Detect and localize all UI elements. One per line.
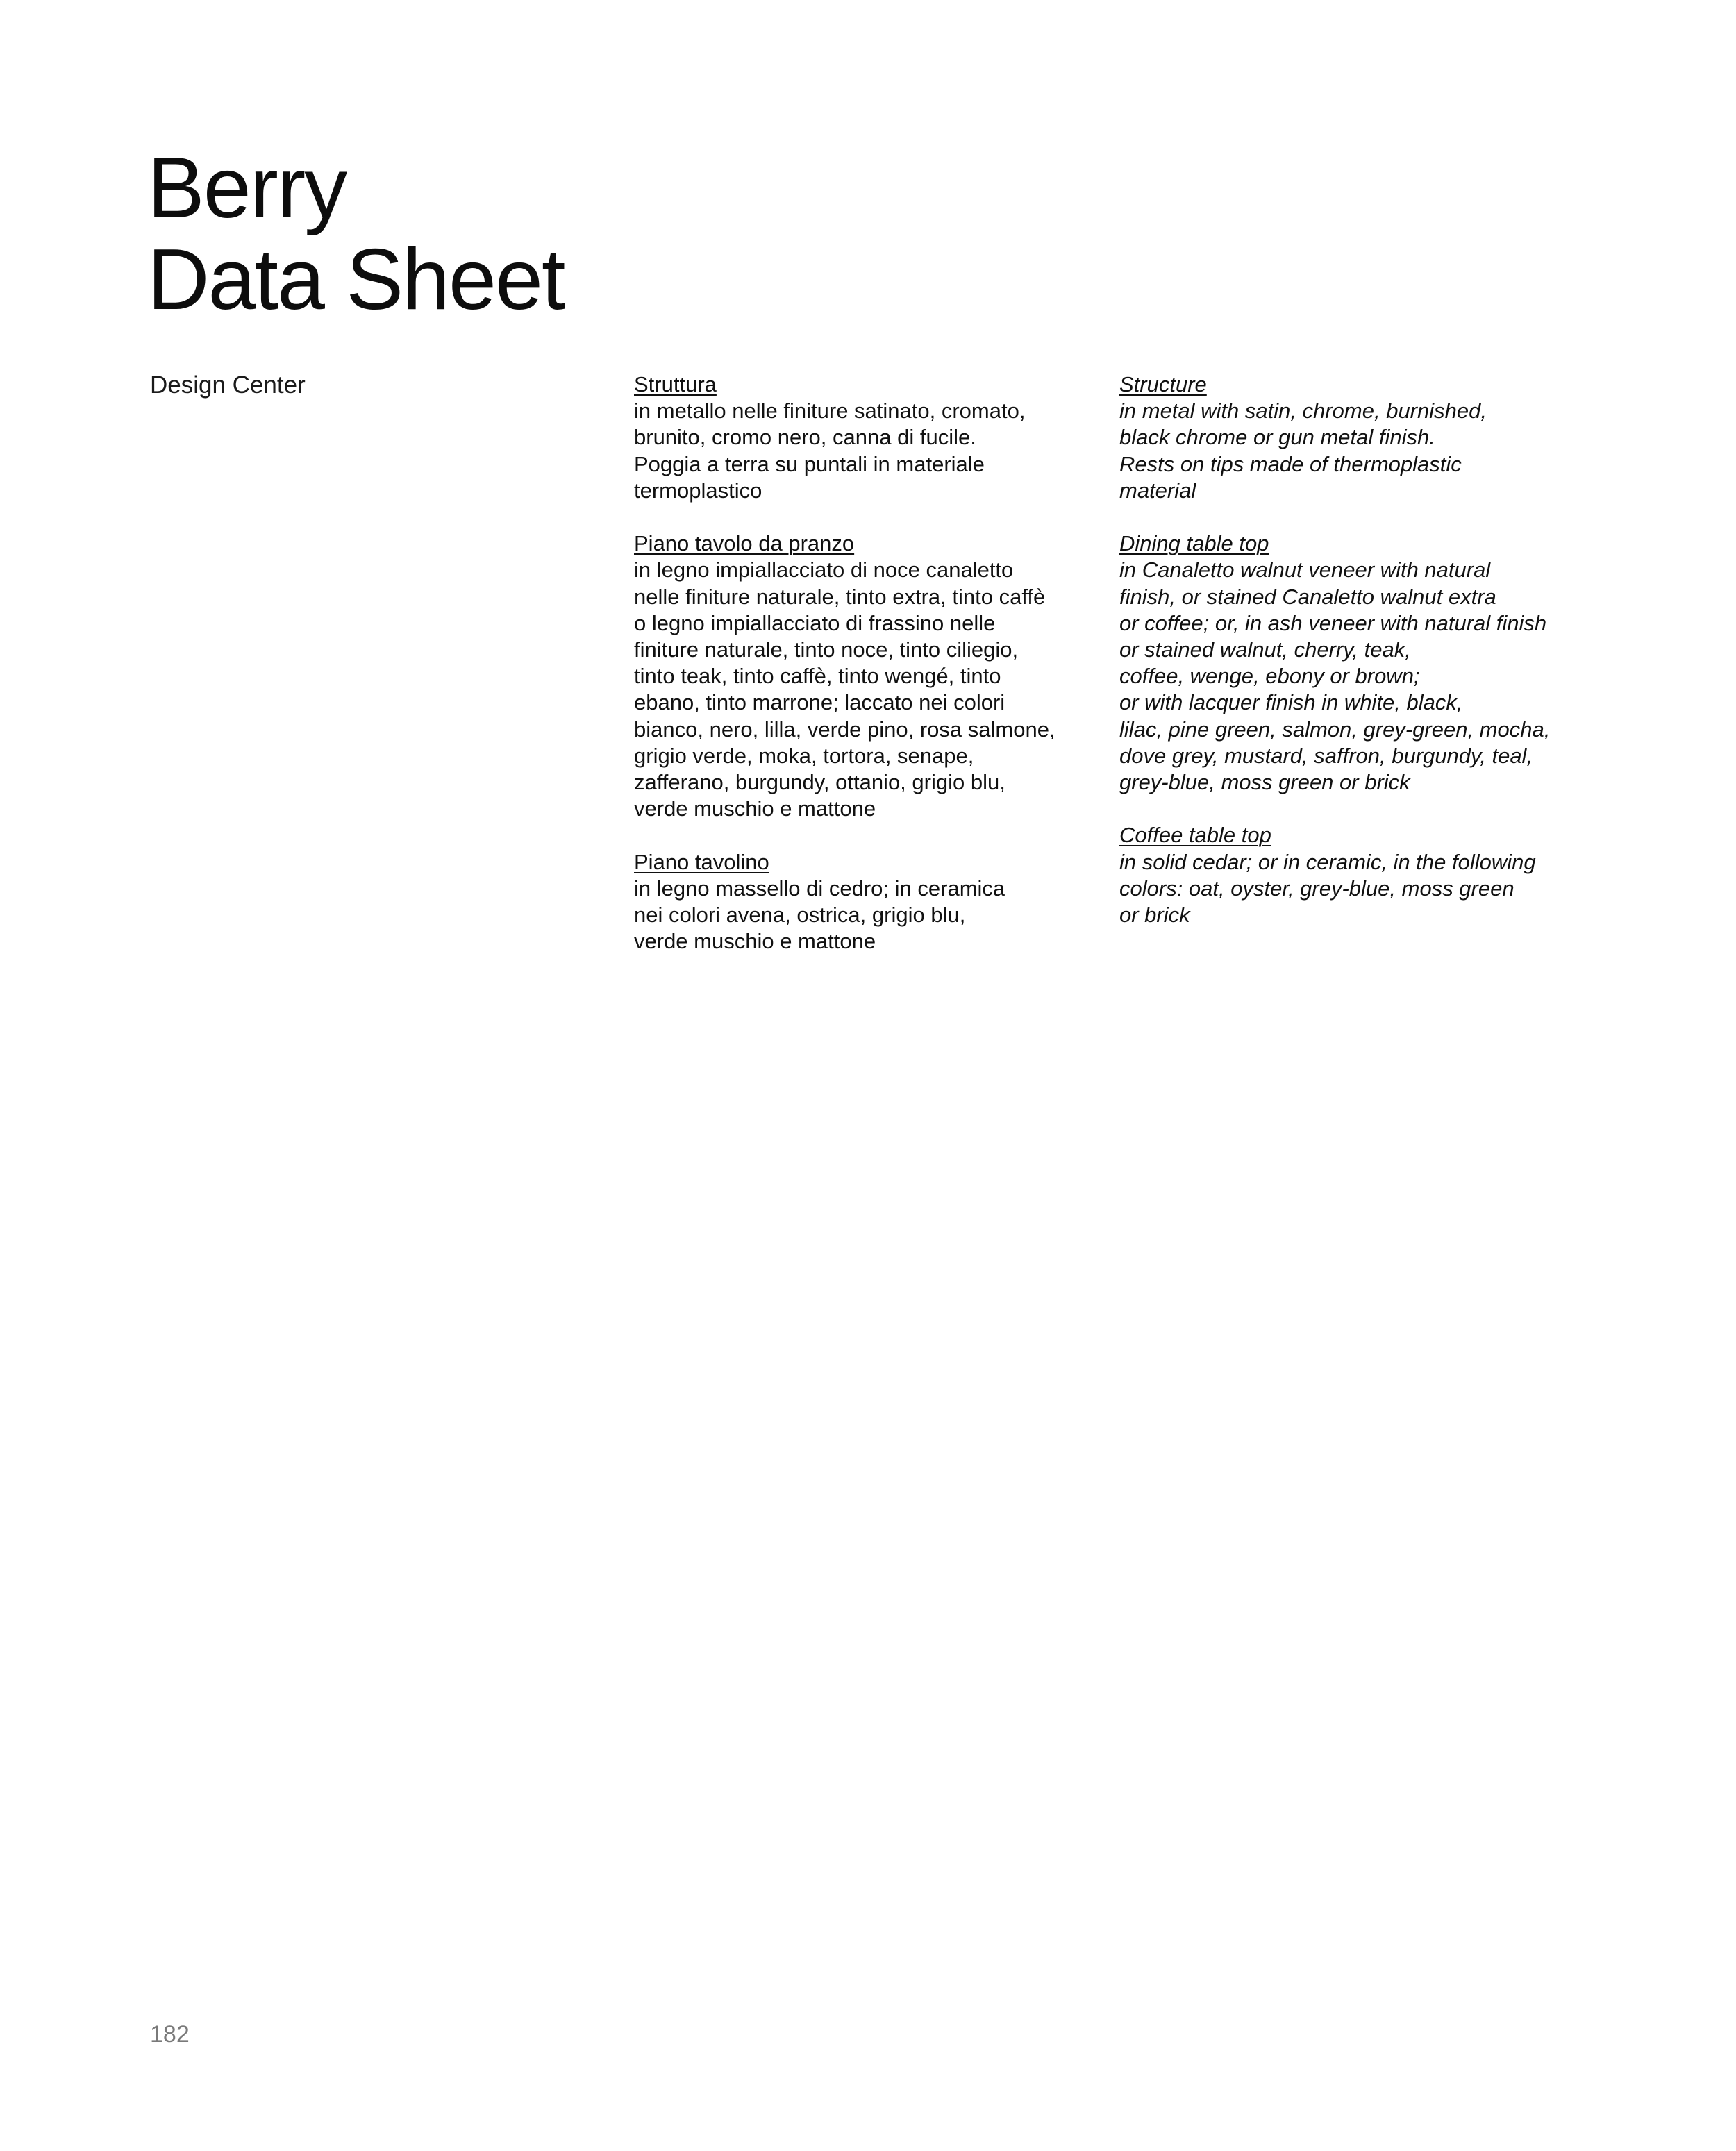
spec-block-structure-it (634, 371, 1106, 504)
spec-line: finiture naturale, tinto noce, tinto ciliegio, (634, 637, 1019, 662)
spec-line: colors: oat, oyster, grey-blue, moss green (1119, 876, 1514, 901)
spec-line: o legno impiallacciato di frassino nelle (634, 610, 996, 635)
spec-block-dining-top-en (1119, 530, 1592, 796)
spec-heading: Dining table top (1119, 531, 1269, 556)
spec-heading: Struttura (634, 372, 717, 396)
spec-line: ebano, tinto marrone; laccato nei colori (634, 690, 1005, 715)
spec-line: finish, or stained Canaletto walnut extra (1119, 584, 1496, 609)
spec-block-structure-en (1119, 371, 1592, 504)
spec-line: nei colori avena, ostrica, grigio blu, (634, 903, 966, 928)
spec-line: zafferano, burgundy, ottanio, grigio blu, (634, 770, 1005, 795)
section-label: Design Center (150, 371, 306, 399)
spec-line: brunito, cromo nero, canna di fucile. (634, 425, 976, 450)
spec-heading: Coffee table top (1119, 823, 1271, 848)
spec-line: or coffee; or, in ash veneer with natural finish (1119, 610, 1547, 635)
spec-line: coffee, wenge, ebony or brown; (1119, 664, 1420, 689)
spec-line: grey-blue, moss green or brick (1119, 770, 1410, 795)
spec-line: Poggia a terra su puntali in materiale (634, 451, 985, 476)
spec-line: in metallo nelle finiture satinato, cromato, (634, 399, 1026, 424)
spec-line: grigio verde, moka, tortora, senape, (634, 743, 974, 768)
spec-block-coffee-top-it (634, 849, 1106, 955)
spec-line: in solid cedar; or in ceramic, in the following (1119, 849, 1536, 874)
spec-line: in metal with satin, chrome, burnished, (1119, 399, 1487, 424)
spec-line: or with lacquer finish in white, black, (1119, 690, 1463, 715)
title-line-product: Berry (147, 140, 347, 236)
spec-heading: Piano tavolino (634, 849, 769, 874)
spec-line: in legno massello di cedro; in ceramica (634, 876, 1005, 901)
page-title (147, 142, 564, 326)
english-column (1119, 371, 1592, 955)
spec-line: nelle finiture naturale, tinto extra, tinto caffè (634, 584, 1046, 609)
spec-line: in legno impiallacciato di noce canaletto (634, 558, 1014, 583)
spec-heading: Structure (1119, 372, 1207, 396)
spec-line: verde muschio e mattone (634, 929, 876, 954)
spec-line: bianco, nero, lilla, verde pino, rosa salmone, (634, 717, 1055, 742)
spec-heading: Piano tavolo da pranzo (634, 531, 855, 556)
page-number: 182 (150, 2021, 190, 2048)
spec-line: tinto teak, tinto caffè, tinto wengé, tinto (634, 664, 1001, 689)
title-line-subtitle: Data Sheet (147, 232, 565, 328)
spec-line: or stained walnut, cherry, teak, (1119, 637, 1411, 662)
italian-column (634, 371, 1106, 982)
spec-line: or brick (1119, 903, 1190, 928)
spec-line: Rests on tips made of thermoplastic (1119, 451, 1462, 476)
spec-line: termoplastico (634, 478, 762, 503)
spec-line: material (1119, 478, 1196, 503)
spec-line: verde muschio e mattone (634, 796, 876, 821)
spec-line: dove grey, mustard, saffron, burgundy, teal, (1119, 743, 1533, 768)
spec-block-dining-top-it (634, 530, 1106, 822)
spec-line: in Canaletto walnut veneer with natural (1119, 558, 1491, 583)
spec-block-coffee-top-en (1119, 822, 1592, 928)
spec-line: lilac, pine green, salmon, grey-green, mocha, (1119, 717, 1551, 742)
spec-line: black chrome or gun metal finish. (1119, 425, 1435, 450)
